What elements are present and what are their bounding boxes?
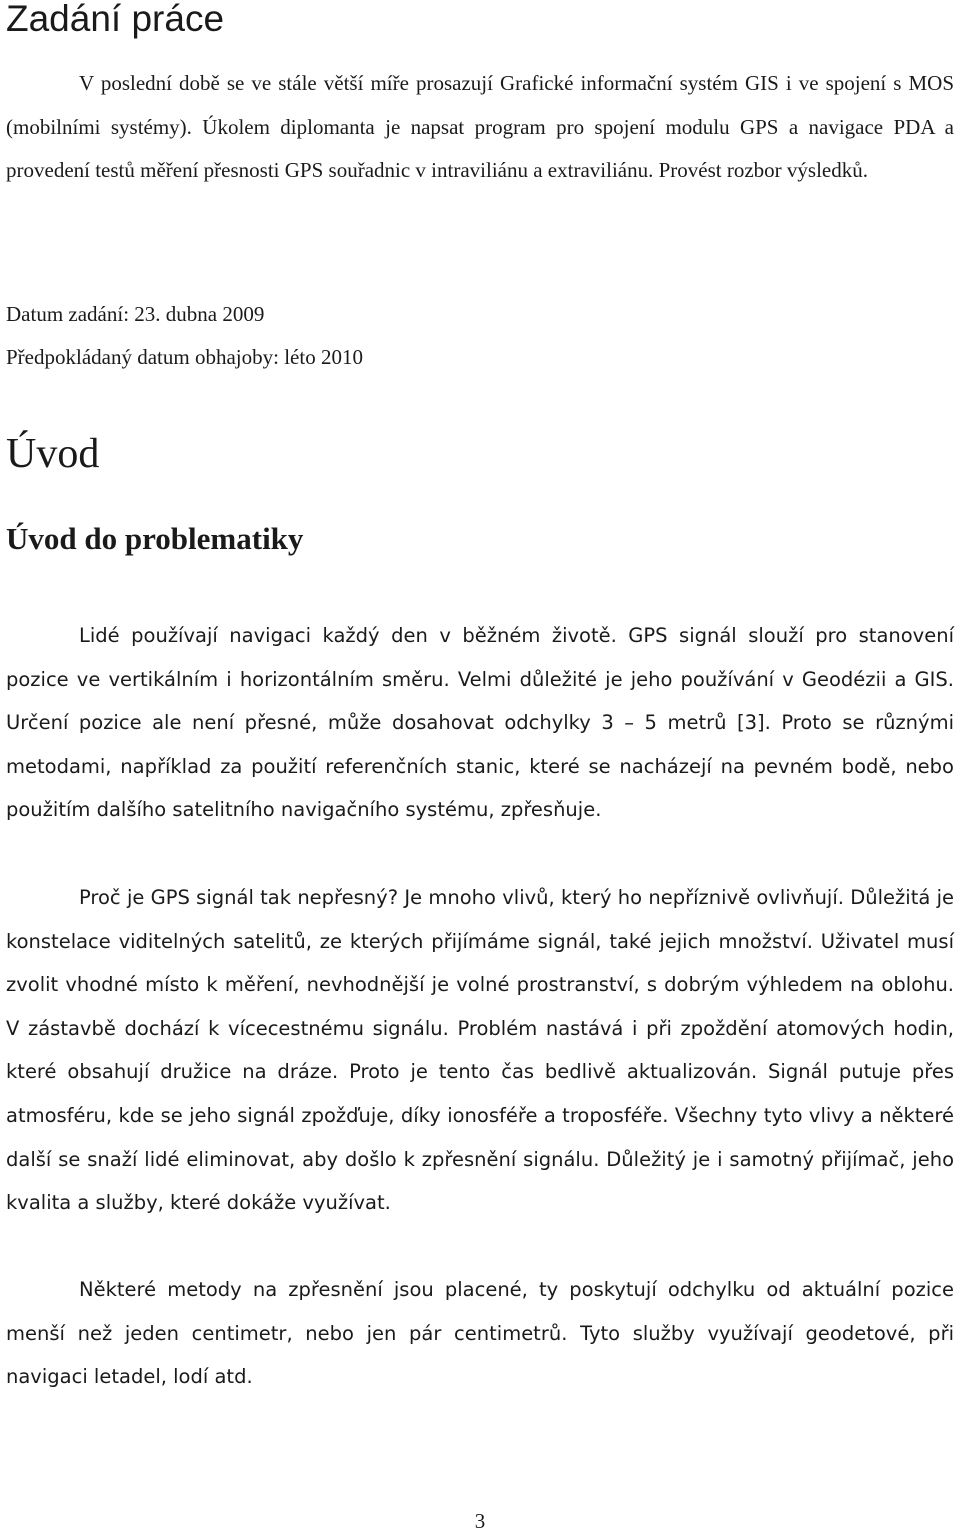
assignment-text: V poslední době se ve stále větší míře prosazují Grafické informační systém GIS i ve spojení s MOS (mobilními systémy). Úkolem diplomanta je napsat program pro spojení modulu GPS a navigace PDA a provedení testů měření přesnosti GPS souřadnic v intraviliánu a extraviliánu. Provést rozbor výsledků. xyxy=(6,71,954,183)
page-number: 3 xyxy=(474,1509,486,1533)
paragraph-1: Lidé používají navigaci každý den v běžném životě. GPS signál slouží pro stanovení pozice ve vertikálním i horizontálním směru. Velmi důležité je jeho používání v Geodézii a GIS. Určení pozice ale není přesné, může dosahovat odchylky 3 – 5 metrů [3]. Proto se různými metodami, například za použití referenčních stanic, které se nacházejí na pevném bodě, nebo použitím dalšího satelitního navigačního systému, zpřesňuje. xyxy=(6,624,954,822)
date-assigned: Datum zadání: 23. dubna 2009 xyxy=(6,302,265,326)
date-defense: Předpokládaný datum obhajoby: léto 2010 xyxy=(6,345,363,369)
paragraph-3: Některé metody na zpřesnění jsou placené, ty poskytují odchylku od aktuální pozice menší než jeden centimetr, nebo jen pár centimetrů. Tyto služby využívají geodetové, při navigaci letadel, lodí atd. xyxy=(6,1278,954,1389)
heading-subintro: Úvod do problematiky xyxy=(6,521,304,556)
heading-assignment: Zadání práce xyxy=(6,0,225,39)
paragraph-2: Proč je GPS signál tak nepřesný? Je mnoho vlivů, který ho nepříznivě ovlivňují. Důležitá je konstelace viditelných satelitů, ze kterých přijímáme signál, také jejich množství. Uživatel musí zvolit vhodné místo k měření, nevhodnější je volné prostranství, s dobrým výhledem na oblohu. V zástavbě dochází k vícecestnému signálu. Problém nastává i při zpoždění atomových hodin, které obsahují družice na dráze. Proto je tento čas bedlivě aktualizován. Signál putuje přes atmosféru, kde se jeho signál zpožďuje, díky ionosféře a troposféře. Všechny tyto vlivy a některé další se snaží lidé eliminovat, aby došlo k zpřesnění signálu. Důležitý je i samotný přijímač, jeho kvalita a služby, které dokáže využívat. xyxy=(6,886,954,1215)
heading-intro: Úvod xyxy=(6,431,100,477)
